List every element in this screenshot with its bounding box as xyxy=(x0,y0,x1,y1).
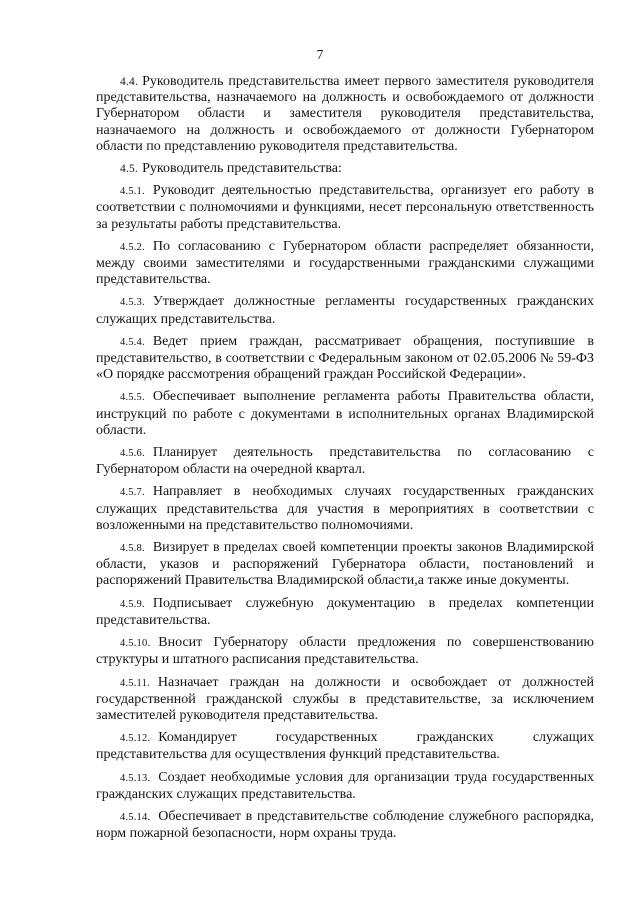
paragraph-4-5-1 xyxy=(96,183,594,233)
paragraph-4-5-12 xyxy=(96,730,594,763)
paragraph-number: 4.5.14. xyxy=(120,811,151,823)
paragraph-number: 4.5.11. xyxy=(120,677,150,689)
paragraph-text: Обеспечивает в представительстве соблюдение служебного распорядка, норм пожарной безопасности, норм охраны труда. xyxy=(96,808,594,842)
paragraph-4-5-9 xyxy=(96,596,594,629)
page-number: 7 xyxy=(316,47,324,62)
paragraph-text: Планирует деятельность представительства по согласованию с Губернатором области на очередной квартал. xyxy=(96,445,594,478)
paragraph-4-5-3 xyxy=(96,294,594,327)
paragraph-text: Командирует государственных гражданских служащих представительства для осуществления функций представительства. xyxy=(96,730,594,763)
paragraph-text: Руководитель представительства: xyxy=(142,161,342,177)
paragraph-4-5-4 xyxy=(96,334,594,384)
paragraph-text: Создает необходимые условия для организации труда государственных гражданских служащих представительства. xyxy=(96,769,594,802)
paragraph-text: Назначает граждан на должности и освобождает от должностей государственной гражданской службы в представительстве, за исключением заместителей руководителя представительства. xyxy=(96,674,594,723)
paragraph-text: Обеспечивает выполнение регламента работы Правительства области, инструкций по работе с документами в исполнительных органах Владимирской области. xyxy=(96,389,594,438)
paragraph-number: 4.5.7. xyxy=(120,487,145,499)
paragraph-4-4 xyxy=(96,74,594,155)
paragraph-number: 4.5.3. xyxy=(120,297,145,309)
paragraph-4-5-8 xyxy=(96,540,594,590)
paragraph-number: 4.5.12. xyxy=(120,733,151,745)
paragraph-number: 4.5.4. xyxy=(120,336,145,348)
paragraph-text: Подписывает служебную документацию в пределах компетенции представительства. xyxy=(96,595,594,628)
paragraph-4-5-11 xyxy=(96,675,594,725)
paragraph-number: 4.5.10. xyxy=(120,638,151,650)
paragraph-4-5-5 xyxy=(96,389,594,439)
paragraph-number: 4.5.1. xyxy=(120,186,145,198)
document-body xyxy=(96,74,594,848)
paragraph-number: 4.5. xyxy=(120,163,139,176)
paragraph-text: Руководит деятельностью представительства, организует его работу в соответствии с полномочиями и функциями, несет персональную ответственность за результаты работы представительства. xyxy=(96,183,594,232)
paragraph-number: 4.5.2. xyxy=(120,241,145,253)
paragraph-number: 4.5.8. xyxy=(120,543,145,555)
paragraph-text: Утверждает должностные регламенты государственных гражданских служащих представительства. xyxy=(96,294,594,327)
paragraph-number: 4.5.13. xyxy=(120,772,151,784)
paragraph-number: 4.5.6. xyxy=(120,448,145,460)
paragraph-text: Руководитель представительства имеет первого заместителя руководителя представительства, назначаемого на должность и освобождаемого от должности Губернатором области и заместителя руководителя представительства, назначаемого на должность и освобождаемого от должности Губернатором области по представлению руководителя представительства. xyxy=(96,74,594,154)
paragraph-text: По согласованию с Губернатором области распределяет обязанности, между своими заместителями и государственными гражданскими служащими представительства. xyxy=(96,238,594,288)
paragraph-number: 4.5.9. xyxy=(120,598,145,610)
paragraph-4-5-14 xyxy=(96,809,594,842)
paragraph-4-5 xyxy=(96,161,594,177)
paragraph-text: Направляет в необходимых случаях государственных гражданских служащих представительства для участия в мероприятиях в соответствии с возложенными на представительство полномочиями. xyxy=(96,484,594,533)
paragraph-4-5-10 xyxy=(96,635,594,668)
paragraph-text: Ведет прием граждан, рассматривает обращения, поступившие в представительство, в соответствии с Федеральным законом от 02.05.2006 № 59-ФЗ «О порядке рассмотрения обращений граждан Российской Федерации». xyxy=(96,333,594,383)
paragraph-number: 4.5.5. xyxy=(120,392,145,404)
paragraph-4-5-2 xyxy=(96,239,594,289)
paragraph-4-5-6 xyxy=(96,445,594,478)
paragraph-4-5-7 xyxy=(96,484,594,534)
paragraph-number: 4.4. xyxy=(120,76,139,88)
paragraph-4-5-13 xyxy=(96,770,594,803)
paragraph-text: Визирует в пределах своей компетенции проекты законов Владимирской области, указов и распоряжений Губернатора области, постановлений и распоряжений Правительства Владимирской области,а также иные документы. xyxy=(96,540,594,589)
paragraph-text: Вносит Губернатору области предложения по совершенствованию структуры и штатного расписания представительства. xyxy=(96,635,594,668)
